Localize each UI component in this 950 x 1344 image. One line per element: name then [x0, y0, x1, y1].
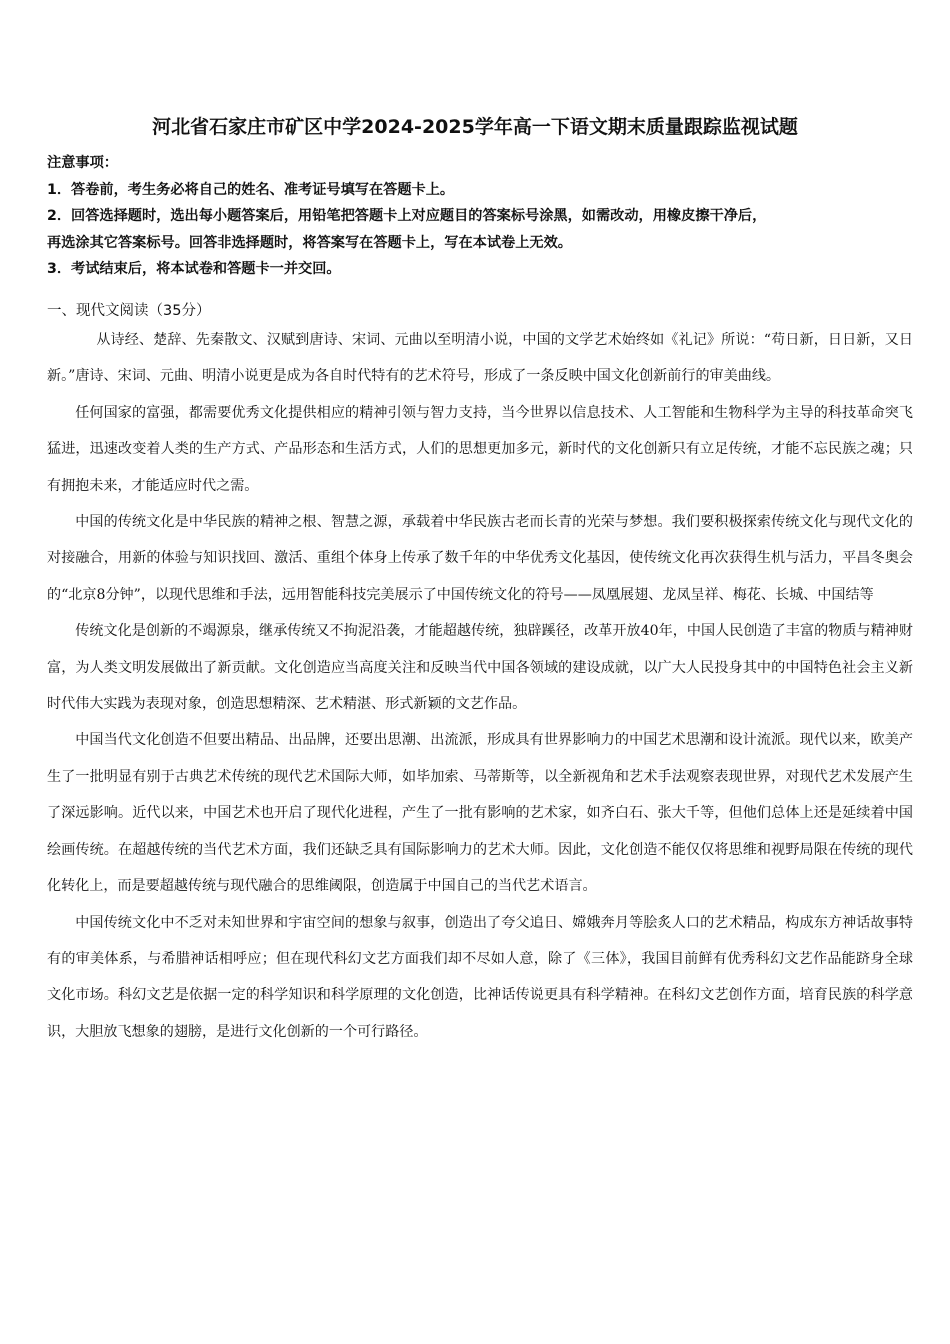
exam-title: 河北省石家庄市矿区中学2024-2025学年高一下语文期末质量跟踪监视试题	[152, 116, 798, 138]
passage-paragraph: 任何国家的富强，都需要优秀文化提供相应的精神引领与智力支持，当今世界以信息技术、人工智能和生物科学为主导的科技革命突飞猛进，迅速改变着人类的生产方式、产品形态和生活方式，人们的思想更加多元，新时代的文化创新只有立足传统，才能不忘民族之魂；只有拥抱未来，才能适应时代之需。	[47, 404, 913, 494]
reading-passage	[47, 322, 913, 1050]
passage-paragraph: 传统文化是创新的不竭源泉，继承传统又不拘泥沿袭，才能超越传统，独辟蹊径，改革开放40年，中国人民创造了丰富的物质与精神财富，为人类文明发展做出了新贡献。文化创造应当高度关注和反映当代中国各领域的建设成就，以广大人民投身其中的中国特色社会主义新时代伟大实践为表现对象，创造思想精深、艺术精湛、形式新颖的文艺作品。	[47, 623, 913, 713]
notes-heading: 注意事项：	[47, 155, 118, 171]
section-heading: 一、现代文阅读（35分）	[47, 303, 211, 319]
passage-paragraph: 中国的传统文化是中华民族的精神之根、智慧之源，承载着中华民族古老而长青的光荣与梦想。我们要积极探索传统文化与现代文化的对接融合，用新的体验与知识找回、激活、重组个体身上传承了数千年的中华优秀文化基因，使传统文化再次获得生机与活力，平昌冬奥会的“北京8分钟”，以现代思维和手法，远用智能科技完美展示了中国传统文化的符号——凤凰展翅、龙凤呈祥、梅花、长城、中国结等	[47, 514, 913, 603]
exam-notes	[47, 150, 907, 283]
passage-paragraph: 中国当代文化创造不但要出精品、出品牌，还要出思潮、出流派，形成具有世界影响力的中国艺术思潮和设计流派。现代以来，欧美产生了一批明显有别于古典艺术传统的现代艺术国际大师，如毕加索、马蒂斯等，以全新视角和艺术手法观察表现世界，对现代艺术发展产生了深远影响。近代以来，中国艺术也开启了现代化进程，产生了一批有影响的艺术家，如齐白石、张大千等，但他们总体上还是延续着中国绘画传统。在超越传统的当代艺术方面，我们还缺乏具有国际影响力的艺术大师。因此，文化创造不能仅仅将思维和视野局限在传统的现代化转化上，而是要超越传统与现代融合的思维阈限，创造属于中国自己的当代艺术语言。	[47, 732, 913, 895]
passage-paragraph: 从诗经、楚辞、先秦散文、汉赋到唐诗、宋词、元曲以至明清小说，中国的文学艺术始终如《礼记》所说：“苟日新，日日新，又日新。”唐诗、宋词、元曲、明清小说更是成为各自时代特有的艺术符号，形成了一条反映中国文化创新前行的审美曲线。	[47, 332, 913, 385]
notes-item: 1．答卷前，考生务必将自己的姓名、准考证号填写在答题卡上。	[47, 181, 455, 198]
notes-item: 再选涂其它答案标号。回答非选择题时，将答案写在答题卡上，写在本试卷上无效。	[47, 234, 572, 251]
notes-item: 2．回答选择题时，选出每小题答案后，用铅笔把答题卡上对应题目的答案标号涂黑，如需改动，用橡皮擦干净后，	[47, 208, 767, 224]
passage-paragraph: 中国传统文化中不乏对未知世界和宇宙空间的想象与叙事，创造出了夸父追日、嫦娥奔月等脍炙人口的艺术精品，构成东方神话故事特有的审美体系，与希腊神话相呼应；但在现代科幻文艺方面我们却不尽如人意，除了《三体》，我国目前鲜有优秀科幻文艺作品能跻身全球文化市场。科幻文艺是依据一定的科学知识和科学原理的文化创造，比神话传说更具有科学精神。在科幻文艺创作方面，培育民族的科学意识，大胆放飞想象的翅膀，是进行文化创新的一个可行路径。	[47, 914, 913, 1040]
notes-item: 3．考试结束后，将本试卷和答题卡一并交回。	[47, 261, 341, 277]
